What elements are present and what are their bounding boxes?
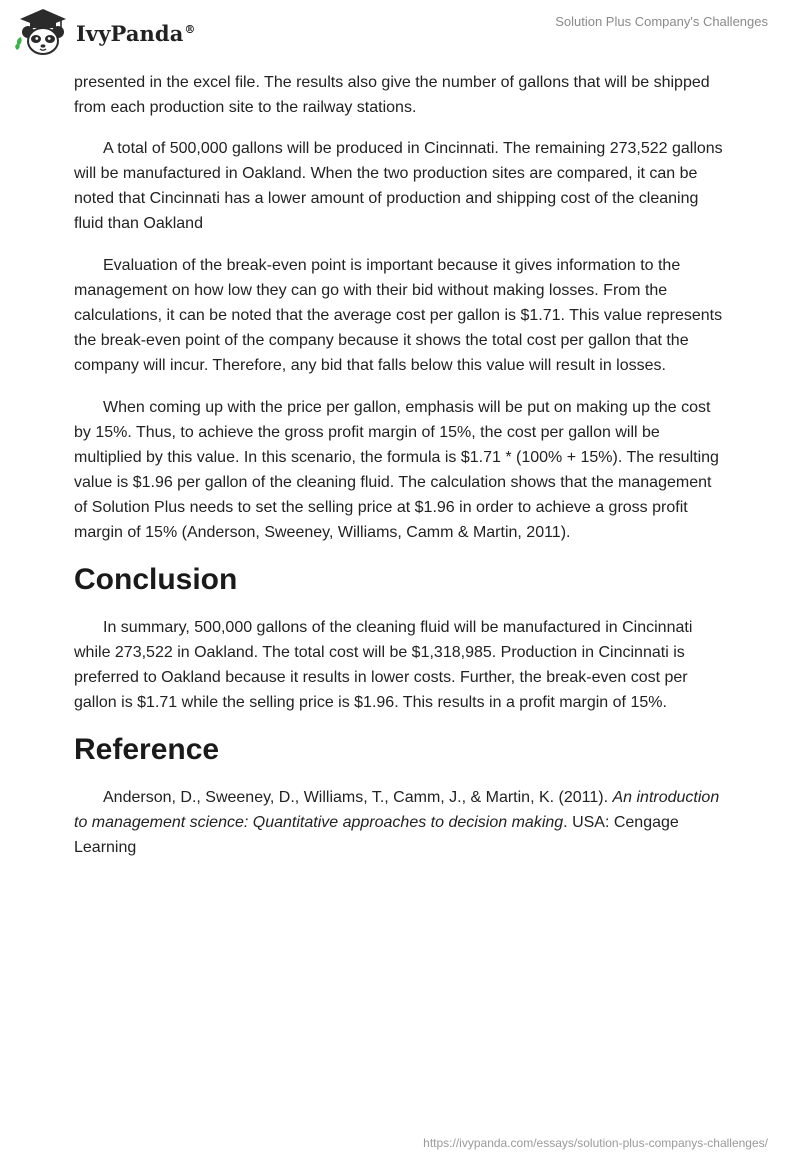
reference-publisher: . USA: Cengage Learning bbox=[74, 814, 679, 856]
source-url[interactable]: https://ivypanda.com/essays/solution-plus-companys-challenges/ bbox=[423, 1136, 768, 1150]
paragraph-price-per-gallon: When coming up with the price per gallon, emphasis will be put on making up the cost by 15%. Thus, to achieve the gross profit margin of 15%, the cost per gallon will be multiplied by this value. In this scenario, the formula is $1.71 * (100% + 15%). The resulting value is $1.96 per gallon of the cleaning fluid. The calculation shows that the management of Solution Plus needs to set the selling price at $1.96 in order to achieve a gross profit margin of 15% (Anderson, Sweeney, Williams, Camm & Martin, 2011). bbox=[74, 399, 719, 541]
essay-content bbox=[74, 70, 724, 877]
brand-name: IvyPanda® bbox=[76, 20, 196, 46]
page-header bbox=[0, 0, 800, 70]
panda-graduation-cap-icon bbox=[14, 6, 72, 58]
reference-title: An introduction to management science: Quantitative approaches to decision making bbox=[74, 789, 720, 831]
reference-heading: Reference bbox=[74, 733, 220, 766]
conclusion-heading: Conclusion bbox=[74, 563, 238, 596]
reference-entry bbox=[74, 785, 724, 860]
paragraph-continuation: presented in the excel file. The results also give the number of gallons that will be shipped from each production site to the railway stations. bbox=[74, 74, 710, 116]
paragraph-break-even: Evaluation of the break-even point is important because it gives information to the management on how low they can go with their bid without making losses. From the calculations, it can be noted that the average cost per gallon is $1.71. This value represents the break-even point of the company because it shows the total cost per gallon that the company will incur. Therefore, any bid that falls below this value will result in losses. bbox=[74, 257, 723, 374]
registered-mark: ® bbox=[184, 22, 196, 36]
document-title: Solution Plus Company's Challenges bbox=[555, 14, 768, 29]
reference-authors: Anderson, D., Sweeney, D., Williams, T., Camm, J., & Martin, K. (2011). bbox=[103, 789, 613, 806]
paragraph-production-sites: A total of 500,000 gallons will be produced in Cincinnati. The remaining 273,522 gallons will be manufactured in Oakland. When the two production sites are compared, it can be noted that Cincinnati has a lower amount of production and shipping cost of the cleaning fluid than Oakland bbox=[74, 140, 723, 232]
ivypanda-logo[interactable] bbox=[14, 6, 196, 58]
conclusion-paragraph: In summary, 500,000 gallons of the cleaning fluid will be manufactured in Cincinnati while 273,522 in Oakland. The total cost will be $1,318,985. Production in Cincinnati is preferred to Oakland because it results in lower costs. Further, the break-even cost per gallon is $1.71 while the selling price is $1.96. This results in a profit margin of 15%. bbox=[74, 619, 693, 711]
